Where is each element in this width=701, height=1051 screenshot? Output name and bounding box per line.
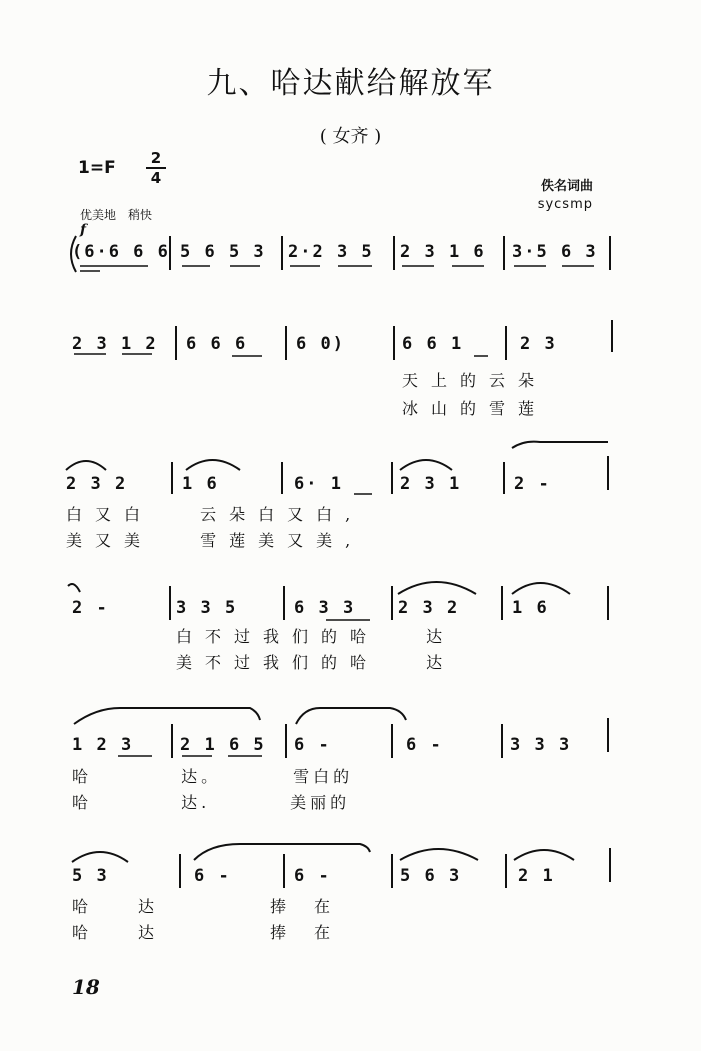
measure: 6· 1 (294, 474, 343, 494)
lyric-line: 冰山的雪莲 (402, 399, 548, 418)
slur (296, 708, 406, 724)
measure: 2 3 1 (400, 474, 462, 494)
lyric-line: 哈 达 捧 在 (72, 897, 337, 916)
song-title: 九、哈达献给解放军 (206, 66, 495, 101)
slur (398, 582, 476, 594)
measure: 2 3 1 2 (72, 334, 158, 354)
measure: 2 1 6 5 (180, 735, 266, 755)
time-signature-bottom: 4 (150, 169, 162, 187)
measure: 3 3 5 (176, 598, 238, 618)
measure: 2 - (514, 474, 551, 494)
slur (512, 442, 608, 448)
slur (66, 461, 106, 470)
lyric-line: 白不过我们的哈 达 (176, 627, 456, 646)
measure: 6 - (194, 866, 231, 886)
measure: 6 - (294, 735, 331, 755)
measure: 5 3 (72, 866, 109, 886)
slur (72, 852, 128, 862)
measure: 3 3 3 (510, 735, 572, 755)
lyric-line: 天上的云朵 (402, 371, 548, 390)
measure: 1 2 3 (72, 735, 134, 755)
slur (514, 850, 574, 860)
lyric-line: 美不过我们的哈 达 (176, 653, 456, 672)
lyric-line: 白又白 云朵白又白, (66, 505, 364, 524)
measure: 6 6 6 (186, 334, 248, 354)
slur (194, 844, 370, 860)
time-signature-top: 2 (150, 149, 162, 167)
measure: 3·5 6 3 (512, 242, 598, 262)
lyric-line: 美又美 雪莲美又美, (66, 531, 364, 550)
measure: 6 - (294, 866, 331, 886)
lyric-line: 哈 达 捧 在 (72, 923, 337, 942)
measure: 6 - (406, 735, 443, 755)
phrase-bracket (71, 236, 76, 272)
measure: 6 0) (296, 334, 345, 354)
measure: 2 3 1 6 (400, 242, 486, 262)
slur (74, 708, 260, 724)
voice-indication: ( 女齐 ) (319, 126, 382, 147)
measure: 2 3 2 (398, 598, 460, 618)
page-number: 18 (72, 975, 100, 999)
measure: 2 3 2 (66, 474, 128, 494)
measure: 6 3 3 (294, 598, 356, 618)
slur (400, 849, 478, 860)
slur (400, 460, 452, 470)
slur (68, 584, 80, 592)
measure: 5 6 3 (400, 866, 462, 886)
measure: 6 6 1 (402, 334, 464, 354)
lyric-line: 哈 达。 雪白的 (72, 767, 354, 786)
lyric-line: 哈 达. 美丽的 (72, 793, 351, 812)
slur (512, 583, 570, 594)
measure: 2 - (72, 598, 109, 618)
measure: 1 6 (182, 474, 219, 494)
slur (186, 460, 240, 470)
measure: 1 6 (512, 598, 549, 618)
source-credit: sycsmp (537, 197, 593, 212)
measure: 5 6 5 3 (180, 242, 266, 262)
measure: 2 3 (520, 334, 557, 354)
dynamic-marking: f (80, 222, 87, 238)
tempo-marking: 优美地 稍快 (80, 208, 153, 222)
key-signature: 1=F (78, 158, 116, 178)
author-credit: 佚名词曲 (540, 179, 593, 194)
measure: 2 1 (518, 866, 555, 886)
measure: (6·6 6 6 (72, 242, 170, 262)
measure: 2·2 3 5 (288, 242, 374, 262)
